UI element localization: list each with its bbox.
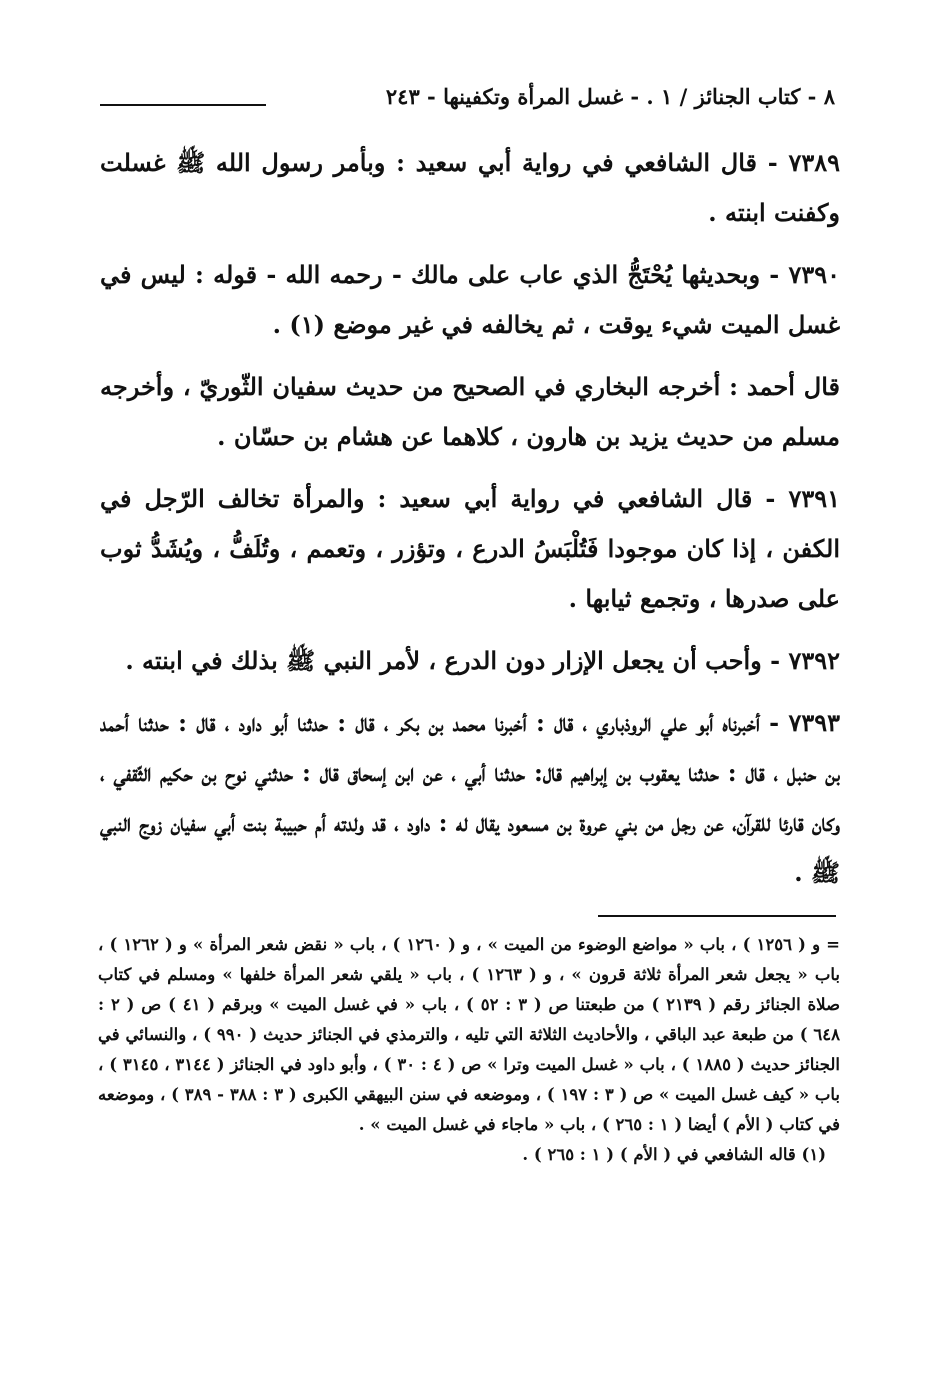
header-rule (100, 104, 266, 106)
paragraph-7389: ٧٣٨٩ - قال الشافعي في رواية أبي سعيد : وبأمر رسول الله ﷺ غسلت وكفنت ابنته . (100, 148, 840, 227)
main-text (100, 138, 840, 910)
footnote-separator (598, 915, 836, 917)
paragraph-7392: ٧٣٩٢ - وأحب أن يجعل الإزار دون الدرع ، لأمر النبي ﷺ بذلك في ابنته . (125, 646, 840, 675)
running-title: ٨ - كتاب الجنائز / ١ . - غسل المرأة وتكفينها - ٢٤٣ (385, 84, 835, 109)
running-header (100, 78, 835, 118)
paragraph-7393: ٧٣٩٣ - أخبرناه أبو علي الروذباري ، قال : أخبرنا محمد بن بكر ، قال : حدثنا أبو داود ، قال : حدثنا أحمد بن حنبل ، قال : حدثنا يعقوب بن إبراهيم قال: حدثنا أبي ، عن ابن إسحاق قال : حدثني نوح بن حكيم الثّقفي ، وكان قارئا للقرآن، عن رجل من بني عروة بن مسعود يقال له : داود ، قد ولدته أم حبيبة بنت أبي سفيان زوج النبي ﷺ . (100, 708, 841, 887)
footnote-continuation: = و ( ١٢٥٦ ) ، باب « مواضع الوضوء من الميت » ، و ( ١٢٦٠ ) ، باب « نقض شعر المرأة » و ( ١٢٦٢ ) ، باب « يجعل شعر المرأة ثلاثة قرون » ، و ( ١٢٦٣ ) ، باب « يلقي شعر المرأة خلفها » ومسلم في كتاب صلاة الجنائز رقم ( ٢١٣٩ ) من طبعتنا ص ( ٣ : ٥٢ ) ، باب « في غسل الميت » وبرقم ( ٤١ ) ص ( ٢ : ٦٤٨ ) من طبعة عبد الباقي ، والأحاديث الثلاثة التي تليه ، والترمذي في الجنائز حديث ( ٩٩٠ ) ، والنسائي في الجنائز حديث ( ١٨٨٥ ) ، باب « غسل الميت وترا » ص ( ٤ : ٣٠ ) ، وأبو داود في الجنائز ( ٣١٤٤ ، ٣١٤٥ ) ، باب « كيف غسل الميت » ص ( ٣ : ١٩٧ ) ، وموضعه في سنن البيهقي الكبرى ( ٣ : ٣٨٨ - ٣٨٩ ) ، وموضعه في كتاب ( الأم ) أيضا ( ١ : ٢٦٥ ) ، باب « ماجاء في غسل الميت » . (98, 935, 841, 1134)
paragraph-7390: ٧٣٩٠ - وبحديثها يُحْتَجُّ الذي عاب على مالك - رحمه الله - قوله : ليس في غسل الميت شيء يوقت ، ثم يخالفه في غير موضع (١) . (100, 260, 840, 339)
footnote-1: (١) قاله الشافعي في ( الأم ) ( ١ : ٢٦٥ ) . (522, 1145, 826, 1164)
paragraph-7391: ٧٣٩١ - قال الشافعي في رواية أبي سعيد : والمرأة تخالف الرّجل في الكفن ، إذا كان موجودا فَتُلْبَسُ الدرع ، وتؤزر ، وتعمم ، وتُلَفُّ ، ويُشَدُّ ثوب على صدرها ، وتجمع ثيابها . (100, 484, 840, 613)
footnotes (98, 930, 840, 1170)
paragraph-ahmad-comment: قال أحمد : أخرجه البخاري في الصحيح من حديث سفيان الثّوريّ ، وأخرجه مسلم من حديث يزيد بن هارون ، كلاهما عن هشام بن حسّان . (100, 372, 840, 451)
